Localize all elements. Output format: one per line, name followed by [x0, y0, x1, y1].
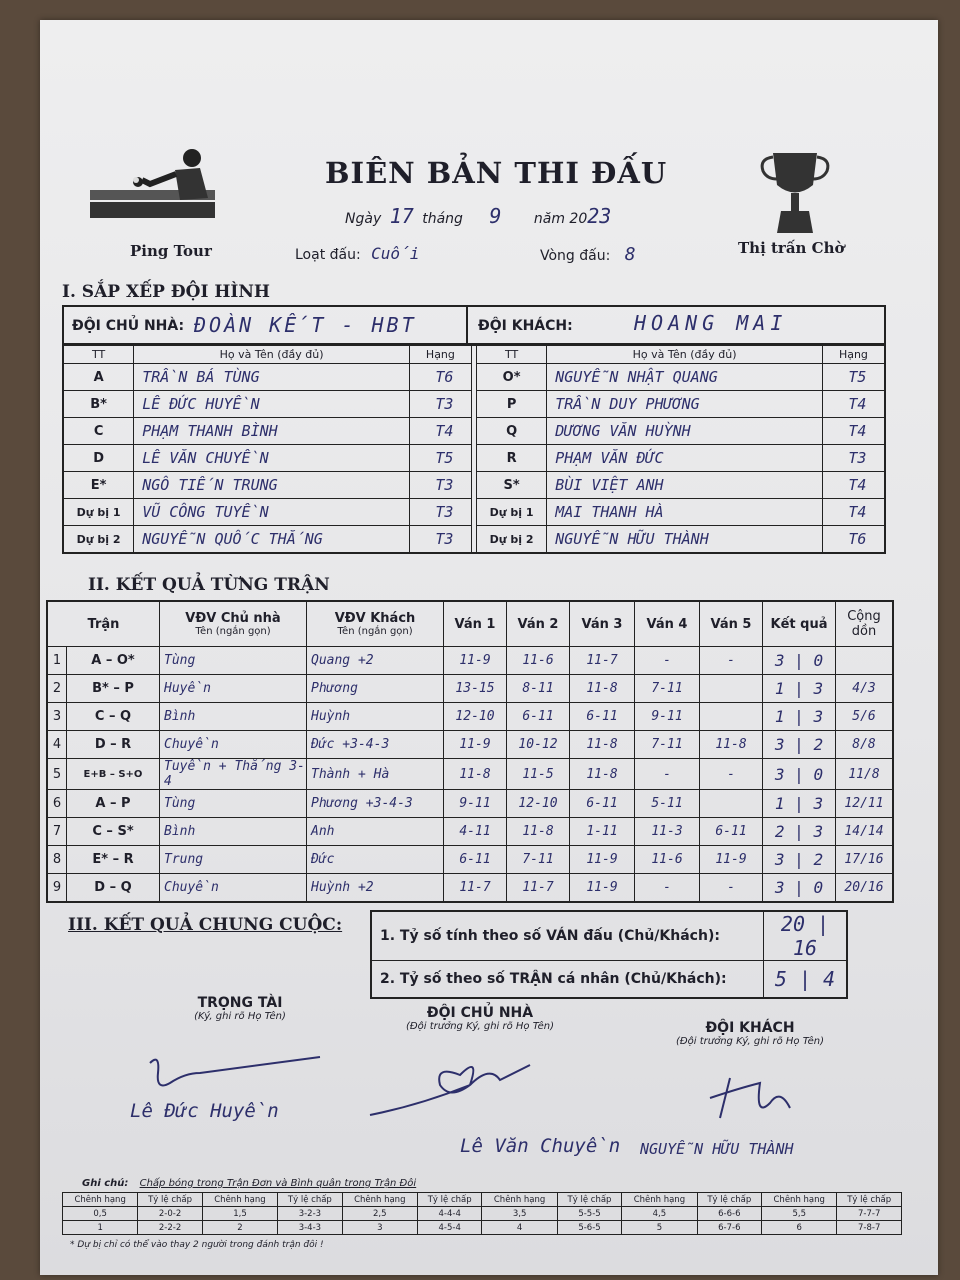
handicap-header: [63, 1193, 902, 1207]
match-number: 8: [47, 846, 67, 874]
game-1-score: 11-7: [444, 874, 507, 903]
ping-tour-logo: [80, 140, 230, 260]
handicap-ratio-value: 6-7-6: [697, 1221, 762, 1235]
home-player-short: Bình: [160, 818, 307, 846]
table-tennis-player-icon: [80, 140, 230, 240]
referee-label: TRỌNG TÀI: [197, 995, 283, 1011]
away-player-name: BÙI VIỆT ANH: [547, 472, 823, 499]
away-team-label: ĐỘI KHÁCH:: [478, 318, 573, 334]
match-number: 7: [47, 818, 67, 846]
home-player-short: Bình: [160, 703, 307, 731]
game-3-score: 6-11: [570, 790, 635, 818]
game-5-score: [700, 675, 763, 703]
game-4-score: -: [635, 874, 700, 903]
away-player-rank: T4: [822, 472, 885, 499]
rank-diff-value: 6: [762, 1221, 837, 1235]
roster-row: [63, 418, 885, 445]
home-player-short: Tùng: [160, 647, 307, 675]
col-home-label: VĐV Chủ nhà: [185, 611, 281, 626]
year-label: năm 20: [533, 211, 588, 227]
series-value: Cuối: [371, 244, 420, 263]
date-line: [345, 204, 611, 228]
game-3-score: 11-8: [570, 675, 635, 703]
roster-row: [63, 445, 885, 472]
away-player-short: Đức +3-4-3: [307, 731, 444, 759]
col-away-sub: Tên (ngắn gọn): [337, 626, 413, 637]
match-row: [47, 759, 893, 790]
game-3-score: 11-9: [570, 846, 635, 874]
team-divider: [466, 307, 468, 345]
handicap-ratio-header: Tỷ lệ chấp: [837, 1193, 902, 1207]
match-result: 3 | 0: [763, 759, 836, 790]
roster-row: [63, 391, 885, 418]
handicap-ratio-value: 3-2-3: [278, 1207, 343, 1221]
cumulative-score: 8/8: [836, 731, 894, 759]
match-number: 6: [47, 790, 67, 818]
game-3-score: 1-11: [570, 818, 635, 846]
home-code: B*: [63, 391, 134, 418]
referee-name: Lê Đức Huyền: [130, 1100, 279, 1122]
rank-diff-header: Chênh hạng: [202, 1193, 277, 1207]
score-sheet: [40, 20, 938, 1275]
col-rank: Hạng: [822, 344, 885, 364]
home-player-name: NGÔ TIẾN TRUNG: [134, 472, 410, 499]
game-2-score: 8-11: [507, 675, 570, 703]
game-5-score: [700, 790, 763, 818]
handicap-table: [62, 1192, 902, 1235]
away-player-name: DƯƠNG VĂN HUỲNH: [547, 418, 823, 445]
month-value: 9: [489, 204, 502, 228]
game-4-score: 5-11: [635, 790, 700, 818]
col-name: Họ và Tên (đầy đủ): [134, 344, 410, 364]
match-number: 9: [47, 874, 67, 903]
away-code: O*: [477, 364, 547, 391]
away-player-rank: T3: [822, 445, 885, 472]
game-1-score: 11-9: [444, 731, 507, 759]
match-result: 1 | 3: [763, 703, 836, 731]
game-5-score: 6-11: [700, 818, 763, 846]
notes-heading: [82, 1178, 416, 1189]
match-pairing: A – P: [67, 790, 160, 818]
handicap-ratio-value: 5-5-5: [557, 1207, 622, 1221]
away-player-rank: T4: [822, 499, 885, 526]
home-signature-block: [360, 1005, 621, 1175]
away-code: P: [477, 391, 547, 418]
cumulative-score: 4/3: [836, 675, 894, 703]
match-result: 1 | 3: [763, 790, 836, 818]
rank-diff-value: 1: [63, 1221, 138, 1235]
home-sign-label: ĐỘI CHỦ NHÀ: [426, 1005, 534, 1021]
col-cumulative: Cộng dồn: [836, 601, 894, 647]
match-number: 2: [47, 675, 67, 703]
home-player-short: Tuyền + Thắng 3-4: [160, 759, 307, 790]
roster-row: [63, 364, 885, 391]
team-header-row: [62, 305, 886, 346]
away-sign-sub: (Đội trưởng Ký, ghi rõ Họ Tên): [676, 1036, 824, 1047]
col-rank: Hạng: [409, 344, 471, 364]
referee-signature: [130, 1043, 330, 1103]
home-player-rank: T6: [409, 364, 471, 391]
round-label: Vòng đấu:: [540, 248, 611, 264]
section-3-title: III. KẾT QUẢ CHUNG CUỘC:: [68, 915, 343, 935]
cumulative-score: 11/8: [836, 759, 894, 790]
match-pairing: C – Q: [67, 703, 160, 731]
away-code: Q: [477, 418, 547, 445]
match-row: [47, 790, 893, 818]
away-sign-label: ĐỘI KHÁCH: [705, 1020, 795, 1036]
game-2-score: 11-8: [507, 818, 570, 846]
handicap-row: [63, 1221, 902, 1235]
cumulative-score: 17/16: [836, 846, 894, 874]
year-value: 23: [587, 204, 612, 228]
home-code: C: [63, 418, 134, 445]
away-player-name: MAI THANH HÀ: [547, 499, 823, 526]
match-pairing: B* – P: [67, 675, 160, 703]
home-player-rank: T4: [409, 418, 471, 445]
sheet-title: BIÊN BẢN THI ĐẤU: [325, 156, 668, 190]
home-player-short: Chuyền: [160, 874, 307, 903]
away-code: S*: [477, 472, 547, 499]
home-player-rank: T3: [409, 472, 471, 499]
rank-diff-header: Chênh hạng: [342, 1193, 417, 1207]
match-number: 3: [47, 703, 67, 731]
away-code: Dự bị 2: [477, 526, 547, 554]
home-player-name: LÊ ĐỨC HUYỀN: [134, 391, 410, 418]
handicap-ratio-value: 7-7-7: [837, 1207, 902, 1221]
game-1-score: 6-11: [444, 846, 507, 874]
cumulative-score: 20/16: [836, 874, 894, 903]
col-home-player: [160, 601, 307, 647]
match-number: 4: [47, 731, 67, 759]
col-tt: TT: [477, 344, 547, 364]
away-signature: [650, 1058, 850, 1128]
game-1-score: 12-10: [444, 703, 507, 731]
home-sign-sub: (Đội trưởng Ký, ghi rõ Họ Tên): [406, 1021, 554, 1032]
roster-table: [62, 343, 886, 554]
trophy-icon: [755, 145, 835, 240]
handicap-ratio-value: 3-4-3: [278, 1221, 343, 1235]
game-5-score: -: [700, 759, 763, 790]
match-row: [47, 818, 893, 846]
game-5-score: 11-8: [700, 731, 763, 759]
home-player-short: Chuyền: [160, 731, 307, 759]
match-result: 3 | 0: [763, 874, 836, 903]
final-row-games: [371, 911, 847, 961]
game-1-score: 9-11: [444, 790, 507, 818]
rank-diff-value: 5,5: [762, 1207, 837, 1221]
home-code: D: [63, 445, 134, 472]
col-away-player: [307, 601, 444, 647]
game-1-score: 11-8: [444, 759, 507, 790]
rank-diff-value: 3: [342, 1221, 417, 1235]
away-team-value: HOANG MAI: [634, 311, 788, 335]
home-player-name: VŨ CÔNG TUYỀN: [134, 499, 410, 526]
game-4-score: 7-11: [635, 731, 700, 759]
rank-diff-value: 1,5: [202, 1207, 277, 1221]
game-2-score: 11-5: [507, 759, 570, 790]
match-row: [47, 874, 893, 903]
handicap-ratio-value: 5-6-5: [557, 1221, 622, 1235]
home-player-short: Trung: [160, 846, 307, 874]
match-result: 3 | 0: [763, 647, 836, 675]
col-away-label: VĐV Khách: [334, 611, 416, 626]
game-4-score: 9-11: [635, 703, 700, 731]
away-player-name: TRẦN DUY PHƯƠNG: [547, 391, 823, 418]
handicap-ratio-header: Tỷ lệ chấp: [697, 1193, 762, 1207]
thi-tran-cho-text: Thị trấn Chờ: [738, 239, 845, 257]
round-number-line: [540, 244, 636, 265]
roster-header: [63, 344, 885, 364]
handicap-ratio-value: 7-8-7: [837, 1221, 902, 1235]
rank-diff-value: 3,5: [482, 1207, 557, 1221]
match-pairing: E* – R: [67, 846, 160, 874]
away-player-short: Thành + Hà: [307, 759, 444, 790]
away-player-short: Huỳnh: [307, 703, 444, 731]
home-player-rank: T3: [409, 499, 471, 526]
home-captain-name: Lê Văn Chuyền: [460, 1135, 621, 1157]
notes-label: Ghi chú:: [82, 1178, 129, 1189]
home-code: A: [63, 364, 134, 391]
rank-diff-header: Chênh hạng: [63, 1193, 138, 1207]
col-game-1: Ván 1: [444, 601, 507, 647]
col-game-3: Ván 3: [570, 601, 635, 647]
away-code: Dự bị 1: [477, 499, 547, 526]
game-2-score: 11-7: [507, 874, 570, 903]
match-result: 3 | 2: [763, 731, 836, 759]
games-score-label: 1. Tỷ số tính theo số VÁN đấu (Chủ/Khách):: [371, 911, 764, 961]
round-line: [295, 244, 419, 263]
round-value: 8: [624, 244, 636, 265]
referee-signature-block: [130, 995, 340, 1155]
away-player-name: NGUYỄN HỮU THÀNH: [547, 526, 823, 554]
away-code: R: [477, 445, 547, 472]
rank-diff-value: 4,5: [622, 1207, 697, 1221]
game-2-score: 6-11: [507, 703, 570, 731]
final-score-table: [370, 910, 848, 999]
away-player-short: Anh: [307, 818, 444, 846]
rank-diff-header: Chênh hạng: [622, 1193, 697, 1207]
referee-sub: (Ký, ghi rõ Họ Tên): [194, 1011, 286, 1022]
roster-row: [63, 472, 885, 499]
handicap-ratio-value: 2-2-2: [138, 1221, 203, 1235]
handicap-ratio-header: Tỷ lệ chấp: [138, 1193, 203, 1207]
home-player-short: Tùng: [160, 790, 307, 818]
home-player-name: NGUYỄN QUỐC THẮNG: [134, 526, 410, 554]
section-1-title: I. SẮP XẾP ĐỘI HÌNH: [62, 282, 270, 302]
rank-diff-value: 2,5: [342, 1207, 417, 1221]
game-1-score: 4-11: [444, 818, 507, 846]
match-number: 1: [47, 647, 67, 675]
match-number: 5: [47, 759, 67, 790]
roster-row: [63, 526, 885, 554]
home-player-rank: T3: [409, 391, 471, 418]
section-2-title: II. KẾT QUẢ TỪNG TRẬN: [88, 575, 330, 595]
day-value: 17: [389, 204, 414, 228]
away-signature-block: [630, 1020, 870, 1180]
col-name: Họ và Tên (đầy đủ): [547, 344, 823, 364]
handicap-ratio-value: 6-6-6: [697, 1207, 762, 1221]
game-3-score: 11-7: [570, 647, 635, 675]
game-5-score: 11-9: [700, 846, 763, 874]
final-row-matches: [371, 961, 847, 999]
notes-title: Chấp bóng trong Trận Đơn và Bình quân trong Trận Đôi: [139, 1178, 417, 1189]
cumulative-score: 14/14: [836, 818, 894, 846]
game-5-score: [700, 703, 763, 731]
col-result: Kết quả: [763, 601, 836, 647]
game-4-score: -: [635, 759, 700, 790]
cumulative-score: [836, 647, 894, 675]
away-player-rank: T4: [822, 418, 885, 445]
handicap-ratio-header: Tỷ lệ chấp: [557, 1193, 622, 1207]
game-2-score: 10-12: [507, 731, 570, 759]
game-3-score: 11-8: [570, 759, 635, 790]
col-match: Trận: [47, 601, 160, 647]
rank-diff-value: 0,5: [63, 1207, 138, 1221]
match-row: [47, 675, 893, 703]
match-row: [47, 647, 893, 675]
col-tt: TT: [63, 344, 134, 364]
handicap-ratio-value: 2-0-2: [138, 1207, 203, 1221]
away-player-rank: T5: [822, 364, 885, 391]
home-player-rank: T5: [409, 445, 471, 472]
col-home-sub: Tên (ngắn gọn): [195, 626, 271, 637]
handicap-ratio-header: Tỷ lệ chấp: [278, 1193, 343, 1207]
home-team-label: ĐỘI CHỦ NHÀ:: [72, 318, 185, 334]
home-signature: [360, 1045, 620, 1125]
cumulative-score: 12/11: [836, 790, 894, 818]
game-3-score: 11-9: [570, 874, 635, 903]
away-player-rank: T4: [822, 391, 885, 418]
away-player-short: Phương +3-4-3: [307, 790, 444, 818]
game-3-score: 6-11: [570, 703, 635, 731]
home-code: Dự bị 2: [63, 526, 134, 554]
handicap-ratio-value: 4-5-4: [417, 1221, 482, 1235]
home-player-name: TRẦN BÁ TÙNG: [134, 364, 410, 391]
thi-tran-cho-logo: [730, 145, 860, 265]
cumulative-score: 5/6: [836, 703, 894, 731]
game-3-score: 11-8: [570, 731, 635, 759]
game-4-score: 11-3: [635, 818, 700, 846]
game-5-score: -: [700, 647, 763, 675]
rank-diff-header: Chênh hạng: [482, 1193, 557, 1207]
matches-score-value: 5 | 4: [764, 961, 848, 999]
match-pairing: E+B – S+O: [67, 759, 160, 790]
home-code: Dự bị 1: [63, 499, 134, 526]
game-2-score: 11-6: [507, 647, 570, 675]
away-player-short: Đức: [307, 846, 444, 874]
away-player-name: PHẠM VĂN ĐỨC: [547, 445, 823, 472]
home-team-value: ĐOÀN KẾT - HBT: [194, 313, 417, 337]
match-pairing: D – Q: [67, 874, 160, 903]
away-player-name: NGUYỄN NHẬT QUANG: [547, 364, 823, 391]
home-player-rank: T3: [409, 526, 471, 554]
away-captain-name: NGUYỄN HỮU THÀNH: [640, 1140, 794, 1158]
games-score-value: 20 | 16: [764, 911, 848, 961]
match-pairing: D – R: [67, 731, 160, 759]
series-label: Loạt đấu:: [295, 247, 361, 263]
day-label: Ngày: [345, 211, 382, 227]
match-row: [47, 846, 893, 874]
col-game-5: Ván 5: [700, 601, 763, 647]
month-label: tháng: [422, 211, 463, 227]
match-row: [47, 731, 893, 759]
home-player-name: LÊ VĂN CHUYỀN: [134, 445, 410, 472]
game-1-score: 13-15: [444, 675, 507, 703]
away-player-short: Huỳnh +2: [307, 874, 444, 903]
matches-score-label: 2. Tỷ số theo số TRẬN cá nhân (Chủ/Khách):: [371, 961, 764, 999]
game-4-score: 7-11: [635, 675, 700, 703]
home-player-short: Huyền: [160, 675, 307, 703]
match-result: 1 | 3: [763, 675, 836, 703]
home-code: E*: [63, 472, 134, 499]
away-player-short: Phương: [307, 675, 444, 703]
roster-row: [63, 499, 885, 526]
match-pairing: C – S*: [67, 818, 160, 846]
handicap-ratio-header: Tỷ lệ chấp: [417, 1193, 482, 1207]
handicap-row: [63, 1207, 902, 1221]
game-4-score: -: [635, 647, 700, 675]
game-2-score: 12-10: [507, 790, 570, 818]
away-player-rank: T6: [822, 526, 885, 554]
ping-tour-text: Ping Tour: [130, 242, 212, 260]
game-4-score: 11-6: [635, 846, 700, 874]
rank-diff-value: 4: [482, 1221, 557, 1235]
match-pairing: A – O*: [67, 647, 160, 675]
col-game-4: Ván 4: [635, 601, 700, 647]
game-2-score: 7-11: [507, 846, 570, 874]
rank-diff-value: 2: [202, 1221, 277, 1235]
results-table: [46, 600, 894, 903]
home-player-name: PHẠM THANH BÌNH: [134, 418, 410, 445]
match-result: 2 | 3: [763, 818, 836, 846]
game-1-score: 11-9: [444, 647, 507, 675]
match-result: 3 | 2: [763, 846, 836, 874]
results-header: [47, 601, 893, 647]
footnote: * Dự bị chỉ có thể vào thay 2 người trong đánh trận đôi !: [70, 1240, 324, 1250]
rank-diff-header: Chênh hạng: [762, 1193, 837, 1207]
match-row: [47, 703, 893, 731]
away-player-short: Quang +2: [307, 647, 444, 675]
col-game-2: Ván 2: [507, 601, 570, 647]
rank-diff-value: 5: [622, 1221, 697, 1235]
handicap-ratio-value: 4-4-4: [417, 1207, 482, 1221]
game-5-score: -: [700, 874, 763, 903]
